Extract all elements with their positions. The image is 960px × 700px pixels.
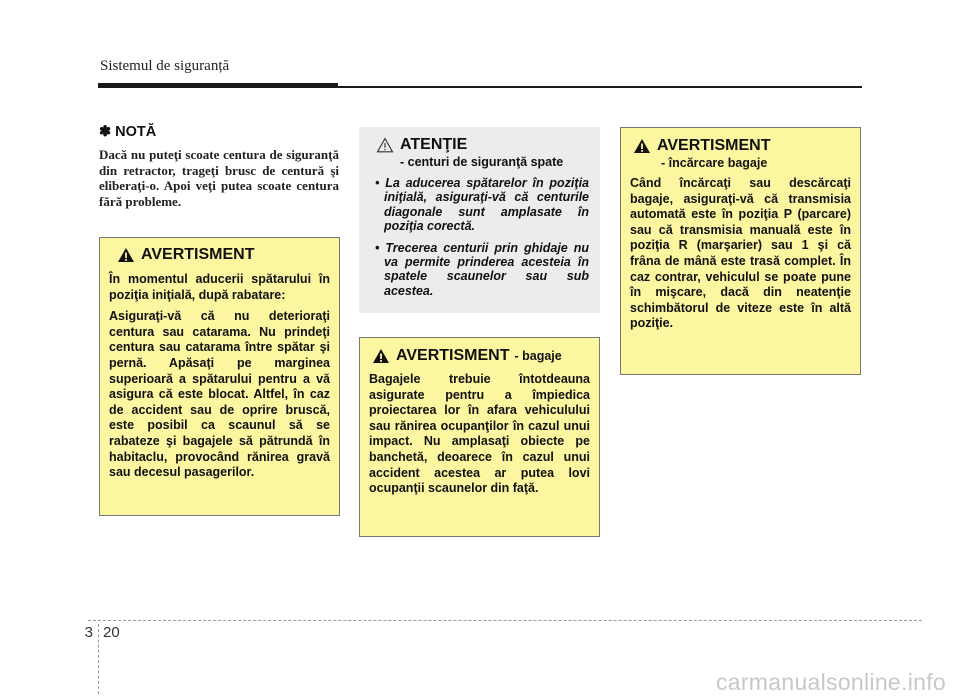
- caution-title-row: [376, 136, 589, 154]
- warning-body: Asiguraţi-vă că nu deterioraţi centura sau catarama. Nu prindeţi centura sau catarama între spătar şi pernă. Apăsaţi pe marginea superioară a spătarului pentru a vă asigura că este blocat. Altfel, în caz de accident sau de oprire bruscă, este posibil ca scaunul să se rabateze şi bagajele să pătrundă în habitaclu, provocând rănirea gravă sau decesul pasagerilor.: [109, 309, 330, 480]
- warning-title-suffix: - bagaje: [514, 349, 562, 363]
- caution-bullet-text: Trecerea centurii prin ghidaje nu va permite prinderea acesteia în spatele scaunelor sau sub acestea.: [384, 240, 589, 298]
- note-heading: ✽ NOTĂ: [99, 124, 157, 140]
- watermark: carmanualsonline.info: [715, 669, 946, 695]
- caution-box-rear-belts: [359, 127, 600, 313]
- caution-title: ATENŢIE: [400, 136, 468, 153]
- warning-triangle-icon: [372, 348, 390, 364]
- warning-title: AVERTISMENT: [396, 347, 510, 364]
- header-rule-thin: [338, 86, 862, 88]
- warning-intro: În momentul aducerii spătarului în poziţia iniţială, după rabatare:: [109, 272, 330, 302]
- page-header-title: Sistemul de siguranță: [100, 58, 230, 74]
- warning-title-row: [372, 347, 590, 365]
- warning-title: AVERTISMENT: [657, 137, 771, 154]
- warning-body: Bagajele trebuie întotdeauna asigurate pentru a împiedica proiectarea lor în afara vehiculului sau rănirea ocupanţilor în cazul unui impact. Nu amplasaţi obiecte pe banchetă, deoarece în cazul unui accident acestea ar putea lovi ocupanţii scaunelor din faţă.: [369, 372, 590, 496]
- caution-bullet-text: La aducerea spătarelor în poziţia iniţială, asiguraţi-vă că centurile diagonale sunt amplasate în poziţia corectă.: [384, 176, 589, 234]
- warning-triangle-icon: [633, 138, 651, 154]
- caution-subtitle: - centuri de siguranţă spate: [400, 155, 564, 169]
- header-rule: [98, 83, 338, 88]
- caution-triangle-icon: [376, 137, 394, 153]
- warning-box-loading: [620, 127, 861, 375]
- note-text: Dacă nu puteţi scoate centura de siguranţă din retractor, trageţi brusc de centură şi eliberaţi-o. Apoi veţi putea scoate centura fără probleme.: [99, 147, 339, 209]
- caution-bullet: • Trecerea centurii prin ghidaje nu va permite prinderea acesteia în spatele scaunelor sau sub acestea.: [375, 240, 589, 298]
- footer-rule: [88, 620, 922, 621]
- section-number: 3: [84, 624, 93, 641]
- warning-title-row: [633, 137, 851, 155]
- warning-title: AVERTISMENT: [141, 246, 255, 263]
- page-number: 20: [103, 624, 120, 641]
- warning-box-seatback: [99, 237, 340, 516]
- warning-title-row: [117, 246, 330, 264]
- footer-vertical-rule: [98, 624, 99, 694]
- caution-bullet: • La aducerea spătarelor în poziţia iniţială, asiguraţi-vă că centurile diagonale sunt amplasate în poziţia corectă.: [375, 176, 589, 234]
- warning-box-cargo: [359, 337, 600, 537]
- warning-triangle-icon: [117, 247, 135, 263]
- warning-subtitle: - încărcare bagaje: [661, 156, 768, 170]
- warning-body: Când încărcaţi sau descărcaţi bagaje, asiguraţi-vă că transmisia automată este în poziţia P (parcare) sau că transmisia manuală este în poziţia R (marşarier) sau 1 şi că frâna de mână este trasă complet. În caz contrar, vehiculul se poate pune în mişcare, dacă din neatenţie schimbătorul de viteze este în altă poziţie.: [630, 176, 851, 331]
